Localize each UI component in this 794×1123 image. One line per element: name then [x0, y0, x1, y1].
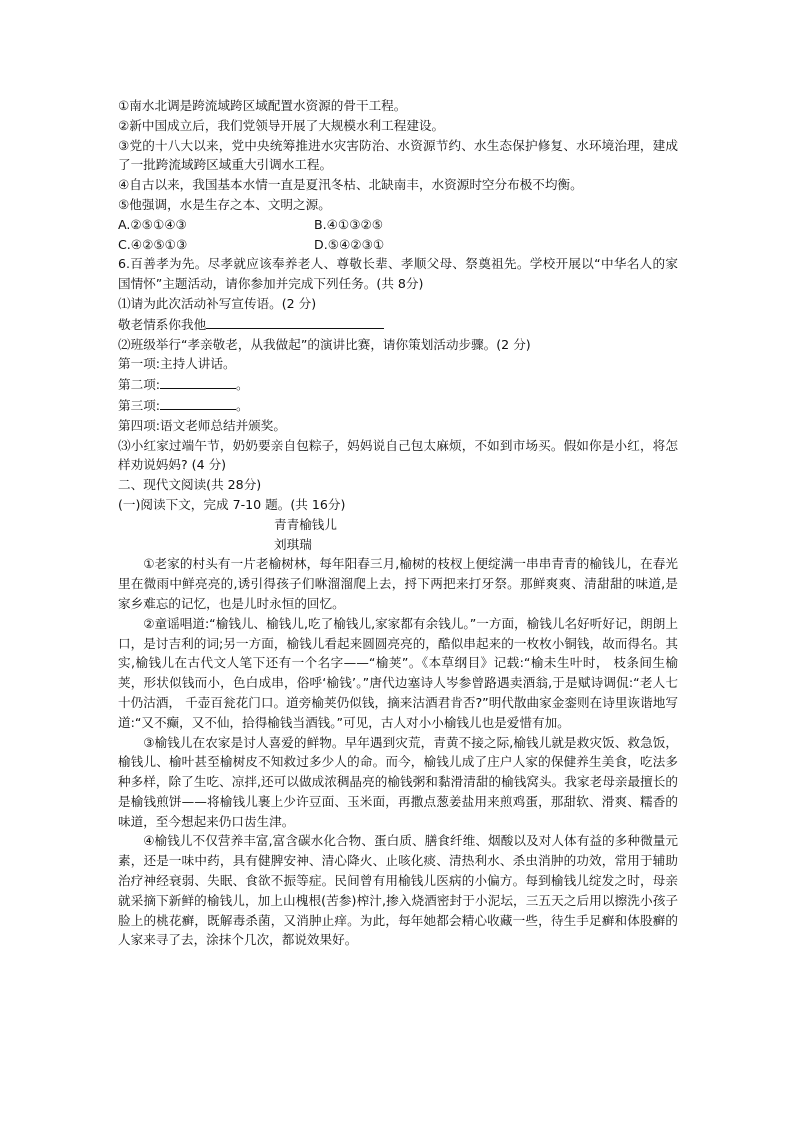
statement-5: ⑤他强调，水是生存之本、文明之源。 [118, 196, 331, 212]
q6-sub2-prompt: ⑵班级举行“孝亲敬老，从我做起”的演讲比赛，请你策划活动步骤。(2 分) [118, 336, 531, 352]
option-a[interactable]: A.②⑤①④③ [118, 216, 187, 232]
option-c[interactable]: C.④②⑤①③ [118, 236, 188, 252]
statement-1: ①南水北调是跨流域跨区域配置水资源的骨干工程。 [118, 98, 407, 113]
section-heading: 二、现代文阅读(共 28分) [118, 477, 262, 493]
article-paragraph-3: ③榆钱儿在农家是讨人喜爱的鲜物。早年遇到灾荒，青黄不接之际,榆钱儿就是救灾饭、救急饭，榆钱儿、榆叶甚至榆树皮不知救过多少人的命。而今，榆钱儿成了庄户人家的保健养生美食，吃法多种多样，除了生吃、凉拌,还可以做成浓稠晶亮的榆钱粥和黏滑清甜的榆钱窝头。我家老母亲最擅长的是榆钱煎饼——将榆钱儿裹上少许豆面、玉米面，再撒点葱姜盐用来煎鸡蛋，那甜软、滑爽、糯香的味道，至今想起来仍口齿生津。 [118, 734, 678, 829]
q6-sub3: ⑶小红家过端午节，奶奶要亲自包粽子，妈妈说自己包太麻烦，不如到市场买。假如你是小红，将怎样劝说妈妈? (4 分) [118, 437, 678, 473]
exam-page [118, 96, 678, 950]
slogan-lead: 敬老情系你我他 [118, 316, 207, 332]
statement-3: ③党的十八大以来，党中央统筹推进水灾害防治、水资源节约、水生态保护修复、水环境治理，建成了一批跨流域跨区域重大引调水工程。 [118, 137, 678, 173]
step-3-end: 。 [236, 397, 249, 413]
option-d[interactable]: D.⑤④②③① [314, 236, 385, 252]
q6-stem: 6.百善孝为先。尽孝就应该奉养老人、尊敬长辈、孝顺父母、祭奠祖先。学校开展以“中华名人的家国情怀”主题活动，请你参加并完成下列任务。(共 8分) [118, 256, 678, 292]
step-3-label: 第三项: [118, 397, 161, 413]
step-2-end: 。 [236, 377, 249, 393]
step-2-blank[interactable] [160, 374, 236, 389]
article-author: 刘琪瑞 [274, 536, 312, 552]
statement-4: ④自古以来，我国基本水情一直是夏汛冬枯、北缺南丰，水资源时空分布极不均衡。 [118, 177, 583, 193]
slogan-answer-blank[interactable] [206, 314, 384, 329]
part-heading: (一)阅读下文，完成 7-10 题。(共 16分) [118, 496, 346, 512]
article-paragraph-4: ④榆钱儿不仅营养丰富,富含碳水化合物、蛋白质、膳食纤维、烟酸以及对人体有益的多种微量元素，还是一味中药，具有健脾安神、清心降火、止咳化痰、清热利水、杀虫消肿的功效，常用于辅助治疗神经衰弱、失眠、食欲不振等症。民间曾有用榆钱儿医病的小偏方。每到榆钱儿绽发之时，母亲就采摘下新鲜的榆钱儿，加上山槐根(苦参)榨汁,掺入烧酒密封于小泥坛，三五天之后用以擦洗小孩子脸上的桃花癣，既解毒杀菌，又消肿止痒。为此，每年她都会精心收藏一些，待生手足癣和体股癣的人家来寻了去，涂抹个几次，都说效果好。 [118, 833, 678, 948]
options-row-1 [118, 215, 678, 235]
options-row-2 [118, 235, 678, 255]
article-paragraph-2: ②童谣唱道:“榆钱儿、榆钱儿,吃了榆钱儿,家家都有余钱儿。”一方面，榆钱儿名好听好记，朗朗上口，是讨吉利的词;另一方面，榆钱儿看起来圆圆亮亮的，酷似串起来的一枚枚小铜钱，故而得名。其实,榆钱儿在古代文人笔下还有一个名字——“榆荚”。《本草纲目》记载:“榆未生叶时， 枝条间生榆荚，形状似钱而小，色白成串，俗呼‘榆钱’。”唐代边塞诗人岑参曾路遇卖酒翁,于是赋诗调侃:“老人七十仍沽酒， 千壶百瓮花门口。道旁榆荚仍似钱，摘来沽酒君肯否?”明代散曲家金銮则在诗里诙谐地写道:“又不癫，又不仙，拾得榆钱当酒钱。”可见，古人对小小榆钱儿也是爱惜有加。 [118, 615, 678, 730]
article-title: 青青榆钱儿 [274, 516, 337, 532]
article-paragraph-1: ①老家的村头有一片老榆树林，每年阳春三月,榆树的枝杈上便绽满一串串青青的榆钱儿，在春光里在微雨中鲜亮亮的,诱引得孩子们咻溜溜爬上去，捋下两把来打牙祭。那鲜爽爽、清甜甜的味道,是家乡难忘的记忆，也是儿时永恒的回忆。 [118, 556, 678, 611]
step-1: 第一项:主持人讲话。 [118, 356, 236, 372]
step-2-label: 第二项: [118, 377, 161, 393]
step-3-blank[interactable] [160, 395, 236, 410]
q6-sub1-prompt: ⑴请为此次活动补写宣传语。(2 分) [118, 295, 317, 311]
statement-2: ②新中国成立后，我们党领导开展了大规模水利工程建设。 [118, 117, 445, 133]
step-2-row [118, 374, 678, 395]
q6-slogan-row [118, 314, 678, 335]
step-4: 第四项:语文老师总结并颁奖。 [118, 417, 286, 433]
step-3-row [118, 395, 678, 416]
option-b[interactable]: B.④①③②⑤ [314, 216, 384, 232]
